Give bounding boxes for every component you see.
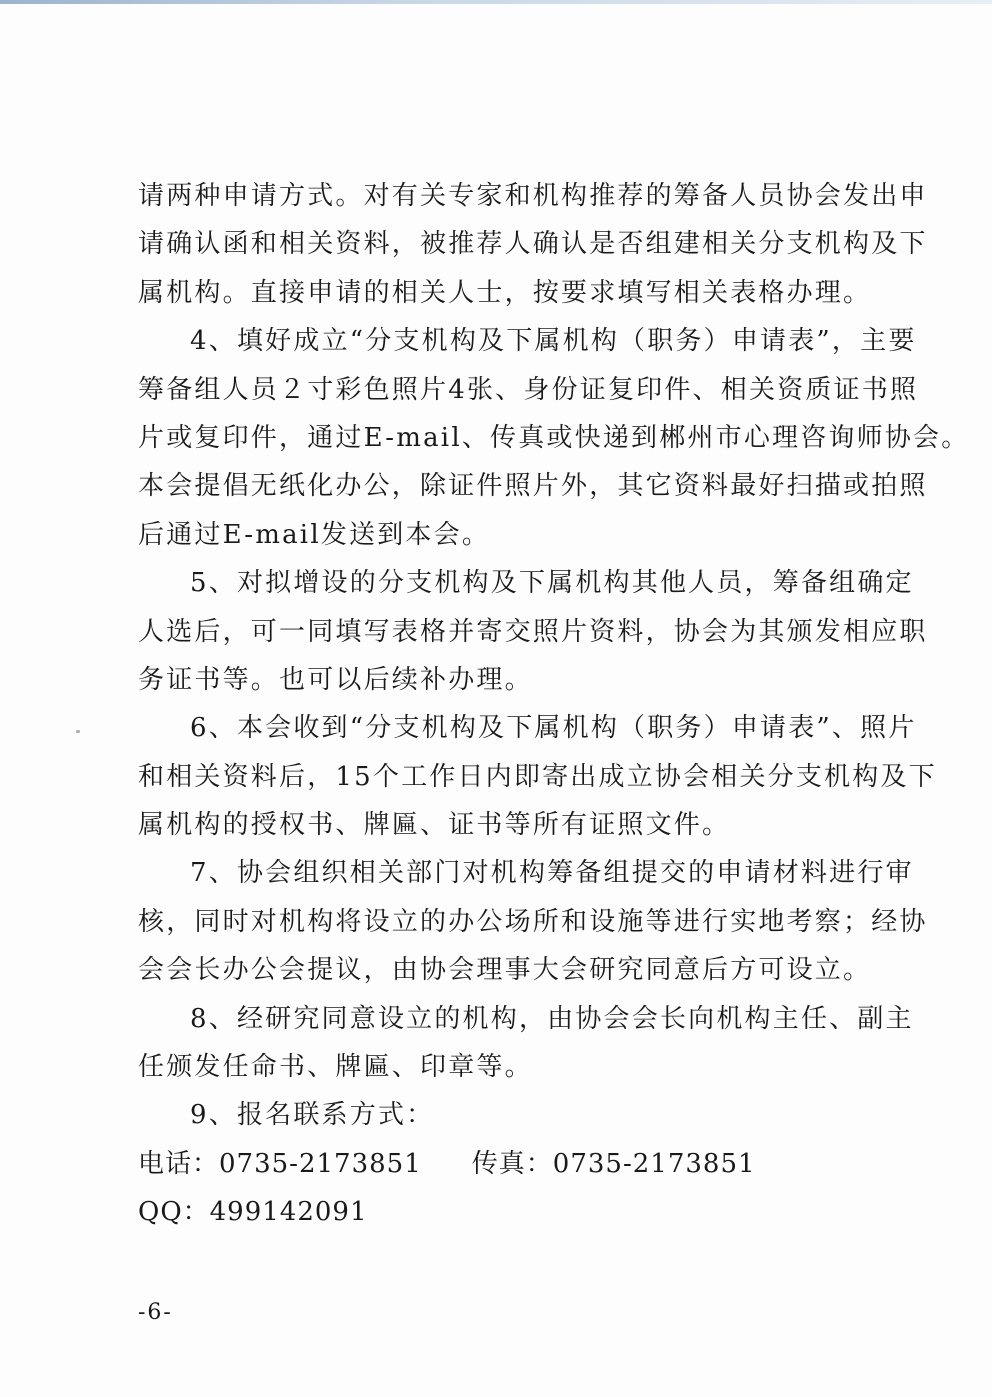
phone-fax-row (138, 1140, 878, 1188)
text-line: 8、经研究同意设立的机构，由协会会长向机构主任、副主 (190, 1003, 914, 1034)
document-body (138, 172, 970, 1140)
text-line: 属机构。直接申请的相关人士，按要求填写相关表格办理。 (138, 277, 872, 308)
text-line: 片或复印件，通过E-mail、传真或快递到郴州市心理咨询师协会。 (138, 422, 970, 453)
contact-info (138, 1140, 878, 1236)
text-line: 请确认函和相关资料，被推荐人确认是否组建相关分支机构及下 (138, 229, 928, 260)
phone-label: 电话： (138, 1149, 220, 1179)
text-line: 筹备组人员２寸彩色照片4张、身份证复印件、相关资质证书照 (138, 374, 919, 405)
text-line: 9、报名联系方式： (190, 1100, 435, 1131)
text-line: 本会提倡无纸化办公，除证件照片外，其它资料最好扫描或拍照 (138, 471, 928, 502)
text-line: 属机构的授权书、牌匾、证书等所有证照文件。 (138, 810, 731, 841)
text-line: 4、填好成立“分支机构及下属机构（职务）申请表”，主要 (190, 326, 917, 357)
text-line: 5、对拟增设的分支机构及下属机构其他人员，筹备组确定 (190, 568, 914, 599)
text-line: 人选后，可一同填写表格并寄交照片资料，协会为其颁发相应职 (138, 616, 928, 647)
text-line: 会会长办公会提议，由协会理事大会研究同意后方可设立。 (138, 955, 872, 986)
text-line: 和相关资料后，15个工作日内即寄出成立协会相关分支机构及下 (138, 761, 937, 792)
scan-speck (76, 730, 80, 733)
phone-value: 0735-2173851 (219, 1149, 422, 1179)
qq-label: QQ： (138, 1197, 210, 1227)
page-number: -6- (138, 1300, 173, 1325)
fax-label: 传真： (471, 1149, 553, 1179)
text-line: 务证书等。也可以后续补办理。 (138, 664, 533, 695)
text-line: 核，同时对机构将设立的办公场所和设施等进行实地考察；经协 (138, 906, 928, 937)
text-line: 任颁发任命书、牌匾、印章等。 (138, 1052, 533, 1083)
qq-value: 499142091 (209, 1197, 368, 1227)
text-line: 请两种申请方式。对有关专家和机构推荐的筹备人员协会发出申 (138, 181, 928, 211)
scan-edge (0, 0, 992, 4)
text-line: 后通过E-mail发送到本会。 (138, 519, 491, 550)
fax-value: 0735-2173851 (552, 1149, 756, 1179)
qq-row (138, 1188, 878, 1236)
text-line: 7、协会组织相关部门对机构筹备组提交的申请材料进行审 (190, 858, 914, 889)
text-line: 6、本会收到“分支机构及下属机构（职务）申请表”、照片 (190, 713, 917, 744)
